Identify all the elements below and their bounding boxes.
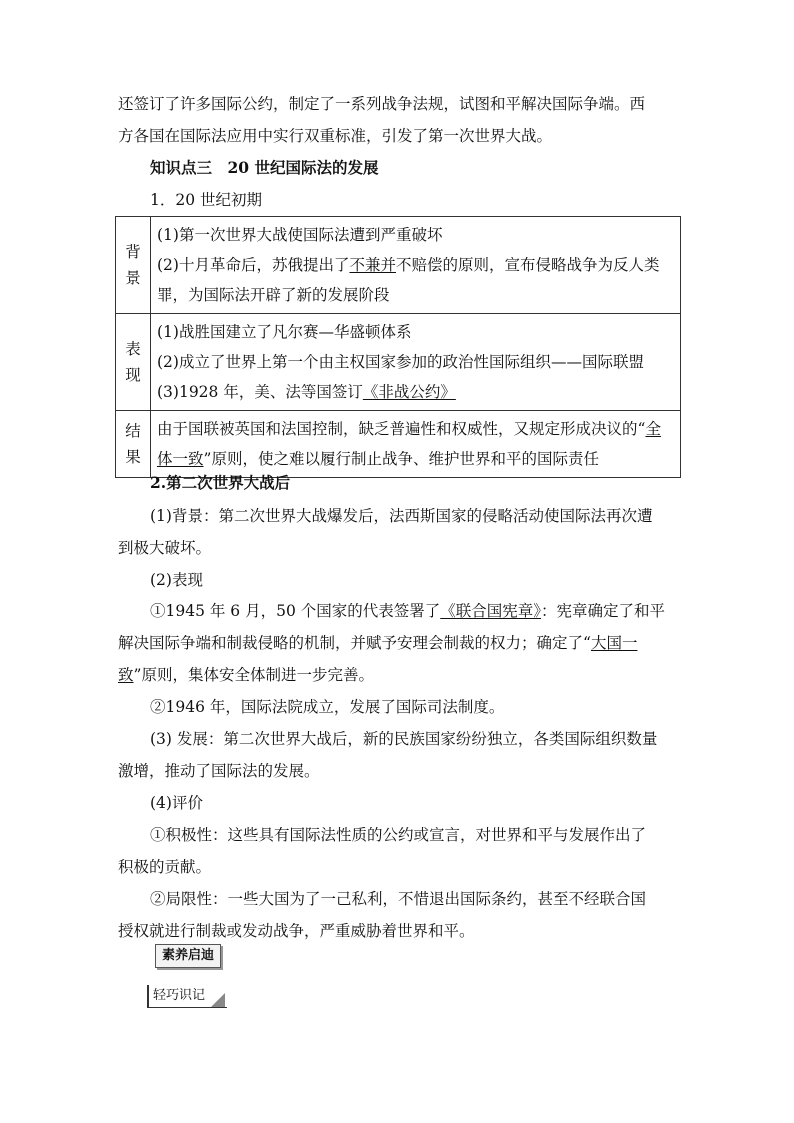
- manifestation-item-1: (1)战胜国建立了凡尔赛—华盛顿体系: [157, 323, 412, 341]
- text-span: 解决国际争端和制裁侵略的机制，并赋予安理会制裁的权力；确定了“: [118, 634, 591, 652]
- background-item-2-cont: 罪，为国际法开辟了新的发展阶段: [157, 286, 390, 304]
- subsection-heading-1: 1．20 世纪初期: [150, 191, 263, 209]
- background-item-1: (1)第一次世界大战使国际法遭到严重破坏: [157, 226, 443, 244]
- table-row-background: [116, 217, 681, 314]
- table-row-result: [116, 411, 681, 478]
- performance-1-line-2: [118, 633, 678, 653]
- performance-1-line-1: [150, 601, 680, 621]
- bg-line-2: 到极大破坏。: [118, 539, 212, 557]
- memory-badge: [147, 985, 227, 1008]
- development-line-2: 激增，推动了国际法的发展。: [118, 762, 320, 780]
- header-char: 景: [125, 269, 141, 287]
- text-span: ”原则，使之难以履行制止战争、维护世界和平的国际责任: [203, 450, 599, 468]
- manifestation-content: [151, 314, 681, 411]
- text-span: ”原则，集体安全体制进一步完善。: [133, 666, 374, 684]
- performance-2: ②1946 年，国际法院成立，发展了国际司法制度。: [150, 698, 505, 716]
- manifestation-item-2: (2)成立了世界上第一个由主权国家参加的政治性国际组织——国际联盟: [157, 353, 644, 371]
- evaluation-1-line-1: ①积极性：这些具有国际法性质的公约或宣言，对世界和平与发展作出了: [150, 826, 647, 844]
- background-content: [151, 217, 681, 314]
- header-char: 果: [125, 448, 141, 466]
- intro-line-2: 方各国在国际法应用中实行双重标准，引发了第一次世界大战。: [118, 127, 553, 145]
- row-header-result: [116, 411, 151, 478]
- evaluation-1-line-2: 积极的贡献。: [118, 858, 212, 876]
- header-char: 背: [125, 243, 141, 261]
- result-content: [151, 411, 681, 478]
- evaluation-2-line-2: 授权就进行制裁或发动战争，严重威胁着世界和平。: [118, 922, 475, 940]
- manifestation-item-3: [157, 377, 676, 407]
- corner-triangle-icon: [211, 993, 225, 1007]
- evaluation-2-line-1: ②局限性：一些大国为了一己私利，不惜退出国际条约，甚至不经联合国: [150, 890, 647, 908]
- header-char: 现: [125, 366, 141, 384]
- result-line-2: [157, 444, 676, 474]
- literacy-badge: 素养启迪: [155, 944, 221, 968]
- underlined-text: 《非战公约》: [362, 383, 456, 401]
- underlined-text: 致: [118, 666, 134, 684]
- header-char: 结: [125, 422, 141, 440]
- header-char: 表: [125, 340, 141, 358]
- subsection-heading-2: 2.第二次世界大战后: [150, 473, 291, 492]
- performance-1-line-3: [118, 665, 678, 685]
- intro-line-1: 还签订了许多国际公约，制定了一系列战争法规，试图和平解决国际争端。西: [118, 95, 646, 113]
- underlined-text: 《联合国宪章》: [440, 602, 542, 620]
- text-span: (3)1928 年，美、法等国签订: [157, 383, 363, 401]
- underlined-text: 不兼并: [349, 256, 396, 274]
- row-header-manifestation: [116, 314, 151, 411]
- underlined-text: 大国一: [590, 634, 638, 652]
- bg-line-1: (1)背景：第二次世界大战爆发后，法西斯国家的侵略活动使国际法再次遭: [150, 507, 653, 525]
- evaluation-heading: (4)评价: [150, 794, 203, 812]
- result-line-1: [157, 414, 676, 444]
- text-span: 由于国联被英国和法国控制，缺乏普遍性和权威性，又规定形成决议的“: [157, 420, 646, 438]
- section-heading: 知识点三 20 世纪国际法的发展: [150, 158, 379, 177]
- underlined-text: 全: [645, 420, 661, 438]
- text-span: ①1945 年 6 月，50 个国家的代表签署了: [150, 602, 441, 620]
- background-item-2: [157, 250, 676, 280]
- early-20th-century-table: [115, 216, 681, 478]
- performance-heading: (2)表现: [150, 571, 203, 589]
- development-line-1: (3) 发展：第二次世界大战后，新的民族国家纷纷独立，各类国际组织数量: [150, 730, 658, 748]
- text-span: 不赔偿的原则，宣布侵略战争为反人类: [395, 256, 660, 274]
- text-span: (2)十月革命后，苏俄提出了: [157, 256, 350, 274]
- table-row-manifestation: [116, 314, 681, 411]
- memory-badge-label: 轻巧识记: [153, 988, 206, 1003]
- row-header-background: [116, 217, 151, 314]
- text-span: ：宪章确定了和平: [541, 602, 666, 620]
- underlined-text: 体一致: [157, 450, 204, 468]
